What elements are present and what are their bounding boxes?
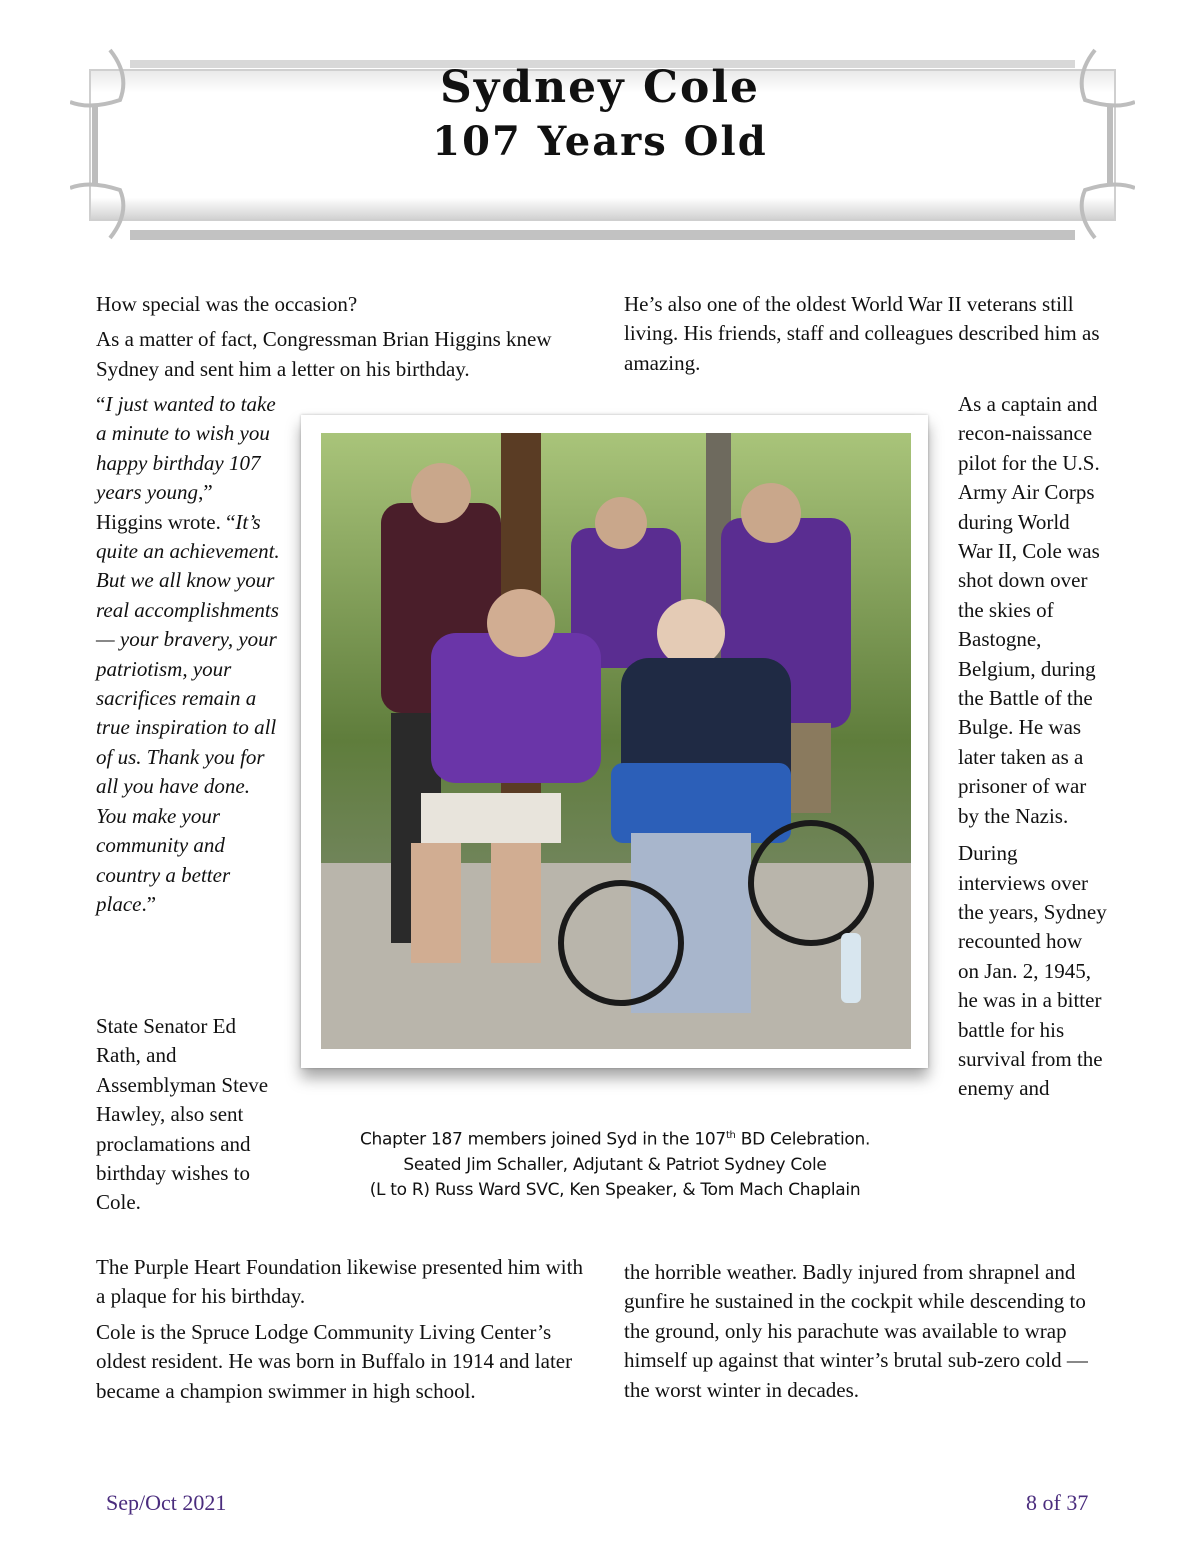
right-narrow-text	[958, 390, 1108, 1110]
col2-top-text	[624, 290, 1104, 384]
paragraph: the horrible weather. Badly injured from shrapnel and gunfire he sustained in the cockpit while descending to the ground, only his parachute was available to wrap himself up against that winter’s brutal sub-zero cold — the worst winter in decades.	[624, 1260, 1088, 1402]
paragraph: The Purple Heart Foundation likewise presented him with a plaque for his birthday.	[96, 1255, 583, 1309]
quote-close: .”	[141, 891, 157, 916]
left-narrow-text	[96, 1012, 276, 1224]
group-photo	[321, 433, 911, 1049]
paragraph: As a captain and recon-naissance pilot for the U.S. Army Air Corps during World War II, Cole was shot down over the skies of Bastogne, Belgium, during the Battle of the Bulge. He was later taken as a prisoner of war by the Nazis.	[958, 392, 1100, 828]
photo-frame	[301, 415, 928, 1068]
quote-attribution: ,” Higgins wrote. “	[96, 480, 236, 534]
footer-page-number: 8 of 37	[1026, 1490, 1089, 1515]
quote-part1: I just wanted to take a minute to wish you happy birthday 107 years young	[96, 392, 276, 505]
paragraph: Cole is the Spruce Lodge Community Living Center’s oldest resident. He was born in Buffalo in 1914 and later became a champion swimmer in high school.	[96, 1319, 573, 1403]
col1-top-text	[96, 290, 596, 390]
quote-open: “	[96, 392, 106, 416]
paragraph: How special was the occasion?	[96, 292, 358, 316]
caption-line-1: Chapter 187 members joined Syd in the 107th BD Celebration.	[359, 1129, 871, 1150]
title-line-name: Sydney Cole	[439, 62, 761, 113]
col2-bottom-text	[624, 1258, 1104, 1411]
footer-date: Sep/Oct 2021	[106, 1490, 227, 1515]
quote-paragraph	[96, 390, 281, 919]
photo-illustration	[321, 433, 911, 1049]
title-line-age: 107 Years Old	[432, 118, 768, 165]
caption-line-2: Seated Jim Schaller, Adjutant & Patriot Sydney Cole	[403, 1154, 827, 1175]
col1-bottom-text	[96, 1253, 586, 1412]
paragraph: During interviews over the years, Sydney recounted how on Jan. 2, 1945, he was in a bitter battle for his survival from the enemy and	[958, 841, 1107, 1101]
quote-part2: It’s quite an achievement. But we all know your real accomplishments — your bravery, your patriotism, your sacrifices remain a true inspiration to all of us. Thank you for all you have done. You make your community and country a better place	[96, 509, 280, 916]
paragraph: As a matter of fact, Congressman Brian Higgins knew Sydney and sent him a letter on his birthday.	[96, 327, 552, 381]
page-title	[0, 60, 1200, 168]
caption-line-3: (L to R) Russ Ward SVC, Ken Speaker, & Tom Mach Chaplain	[369, 1179, 861, 1200]
paragraph: He’s also one of the oldest World War II veterans still living. His friends, staff and colleagues described him as amazing.	[624, 292, 1100, 375]
photo-caption	[320, 1123, 910, 1203]
higgins-quote	[96, 390, 281, 925]
paragraph: State Senator Ed Rath, and Assemblyman Steve Hawley, also sent proclamations and birthday wishes to Cole.	[96, 1014, 269, 1215]
